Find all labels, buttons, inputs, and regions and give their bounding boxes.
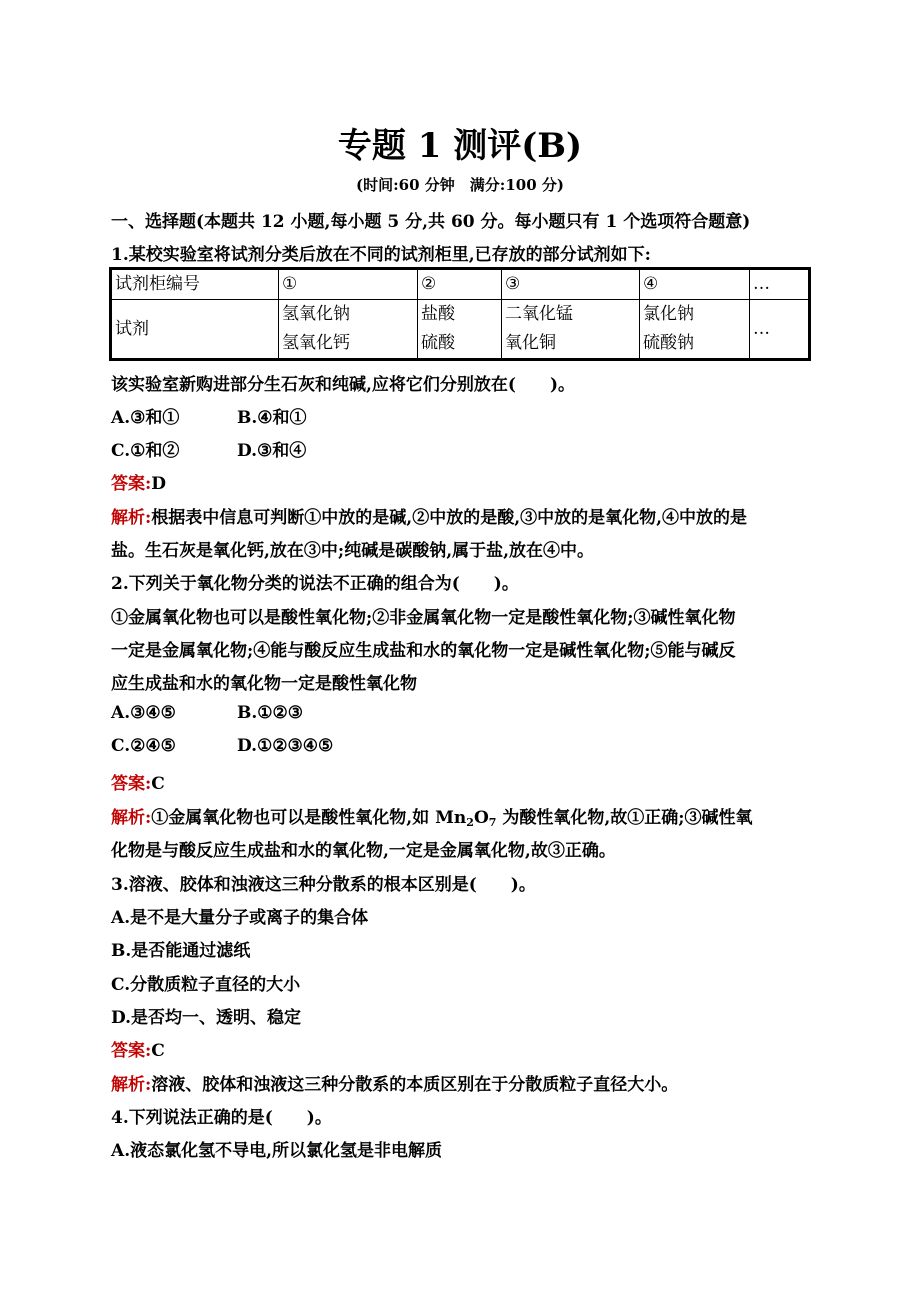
page-title: 专题 1 测评(B): [337, 126, 583, 166]
subscript: 2: [466, 816, 474, 829]
reagent-cabinet-table: [109, 267, 811, 361]
q3-stem: 3.溶液、胶体和浊液这三种分散系的根本区别是( )。: [111, 875, 536, 895]
q4-stem: 4.下列说法正确的是( )。: [111, 1108, 332, 1128]
q1-question: 该实验室新购进部分生石灰和纯碱,应将它们分别放在( )。: [111, 375, 576, 395]
table-header-cell: 试剂: [111, 300, 279, 360]
table-row: [111, 300, 810, 360]
explanation-text: 根据表中信息可判断①中放的是碱,②中放的是酸,③中放的是氧化物,④中放的是: [151, 508, 748, 528]
explanation-label: 解析:: [111, 508, 152, 528]
option-c: C.②④⑤: [111, 736, 176, 756]
reagent-cell: [750, 300, 810, 360]
explanation-text: O: [473, 808, 489, 828]
option-c: C.分散质粒子直径的大小: [111, 975, 301, 995]
subscript: 7: [488, 816, 497, 829]
answer-label: 答案:: [111, 1041, 152, 1061]
explanation-text: 化物是与酸反应生成盐和水的氧化物,一定是金属氧化物,故③正确。: [111, 841, 616, 861]
reagent-item: 硫酸: [421, 333, 455, 353]
table-header-cell: 试剂柜编号: [111, 269, 279, 300]
cabinet-number: ①: [279, 269, 418, 300]
option-d: D.是否均一、透明、稳定: [111, 1008, 302, 1028]
q2-statement: 一定是金属氧化物;④能与酸反应生成盐和水的氧化物一定是碱性氧化物;⑤能与碱反: [111, 641, 736, 661]
q2-statement: ①金属氧化物也可以是酸性氧化物;②非金属氧化物一定是酸性氧化物;③碱性氧化物: [111, 608, 736, 628]
option-b: B.①②③: [237, 703, 304, 723]
option-a: A.液态氯化氢不导电,所以氯化氢是非电解质: [111, 1141, 443, 1161]
explanation-label: 解析:: [111, 1075, 152, 1095]
cabinet-number: …: [750, 269, 810, 300]
answer-label: 答案:: [111, 474, 152, 494]
explanation-text: 盐。生石灰是氧化钙,放在③中;纯碱是碳酸钠,属于盐,放在④中。: [111, 541, 595, 561]
q2-statement: 应生成盐和水的氧化物一定是酸性氧化物: [111, 674, 417, 694]
reagent-item: 氢氧化钠: [282, 304, 350, 324]
option-a: A.③④⑤: [111, 703, 176, 723]
option-d: D.①②③④⑤: [237, 736, 334, 756]
answer: [111, 1036, 165, 1061]
exam-info: (时间:60 分钟 满分:100 分): [356, 176, 564, 194]
reagent-item: 二氧化锰: [505, 304, 573, 324]
reagent-item: 盐酸: [421, 304, 455, 324]
explanation: [111, 803, 753, 829]
option-a: A.③和①: [111, 408, 180, 428]
answer-value: C: [151, 774, 165, 794]
reagent-item: 氧化铜: [505, 333, 556, 353]
option-b: B.是否能通过滤纸: [111, 941, 251, 961]
cabinet-number: ④: [640, 269, 750, 300]
reagent-item: 氯化钠: [643, 304, 694, 324]
explanation-text: 溶液、胶体和浊液这三种分散系的本质区别在于分散质粒子直径大小。: [151, 1075, 679, 1095]
explanation: [111, 1070, 678, 1095]
cabinet-number: ③: [502, 269, 640, 300]
reagent-cell: [640, 300, 750, 360]
explanation-text: ①金属氧化物也可以是酸性氧化物,如 Mn: [151, 808, 467, 828]
explanation: [111, 503, 747, 528]
reagent-item: …: [753, 318, 770, 339]
q2-stem: 2.下列关于氧化物分类的说法不正确的组合为( )。: [111, 574, 519, 594]
section-heading: 一、选择题(本题共 12 小题,每小题 5 分,共 60 分。每小题只有 1 个选项符合题意): [111, 212, 751, 232]
answer-label: 答案:: [111, 774, 152, 794]
table-row: [111, 269, 810, 300]
reagent-cell: [418, 300, 502, 360]
explanation-text: 为酸性氧化物,故①正确;③碱性氧: [496, 808, 753, 828]
q1-stem: 1.某校实验室将试剂分类后放在不同的试剂柜里,已存放的部分试剂如下:: [111, 245, 651, 265]
explanation-label: 解析:: [111, 808, 152, 828]
answer-value: C: [151, 1041, 165, 1061]
answer: [111, 769, 165, 794]
reagent-cell: [279, 300, 418, 360]
answer-value: D: [151, 474, 167, 494]
cabinet-number: ②: [418, 269, 502, 300]
reagent-cell: [502, 300, 640, 360]
reagent-item: 硫酸钠: [643, 333, 694, 353]
option-c: C.①和②: [111, 441, 180, 461]
reagent-item: 氢氧化钙: [282, 333, 350, 353]
option-a: A.是不是大量分子或离子的集合体: [111, 908, 369, 928]
answer: [111, 469, 166, 494]
option-b: B.④和①: [237, 408, 307, 428]
option-d: D.③和④: [237, 441, 307, 461]
